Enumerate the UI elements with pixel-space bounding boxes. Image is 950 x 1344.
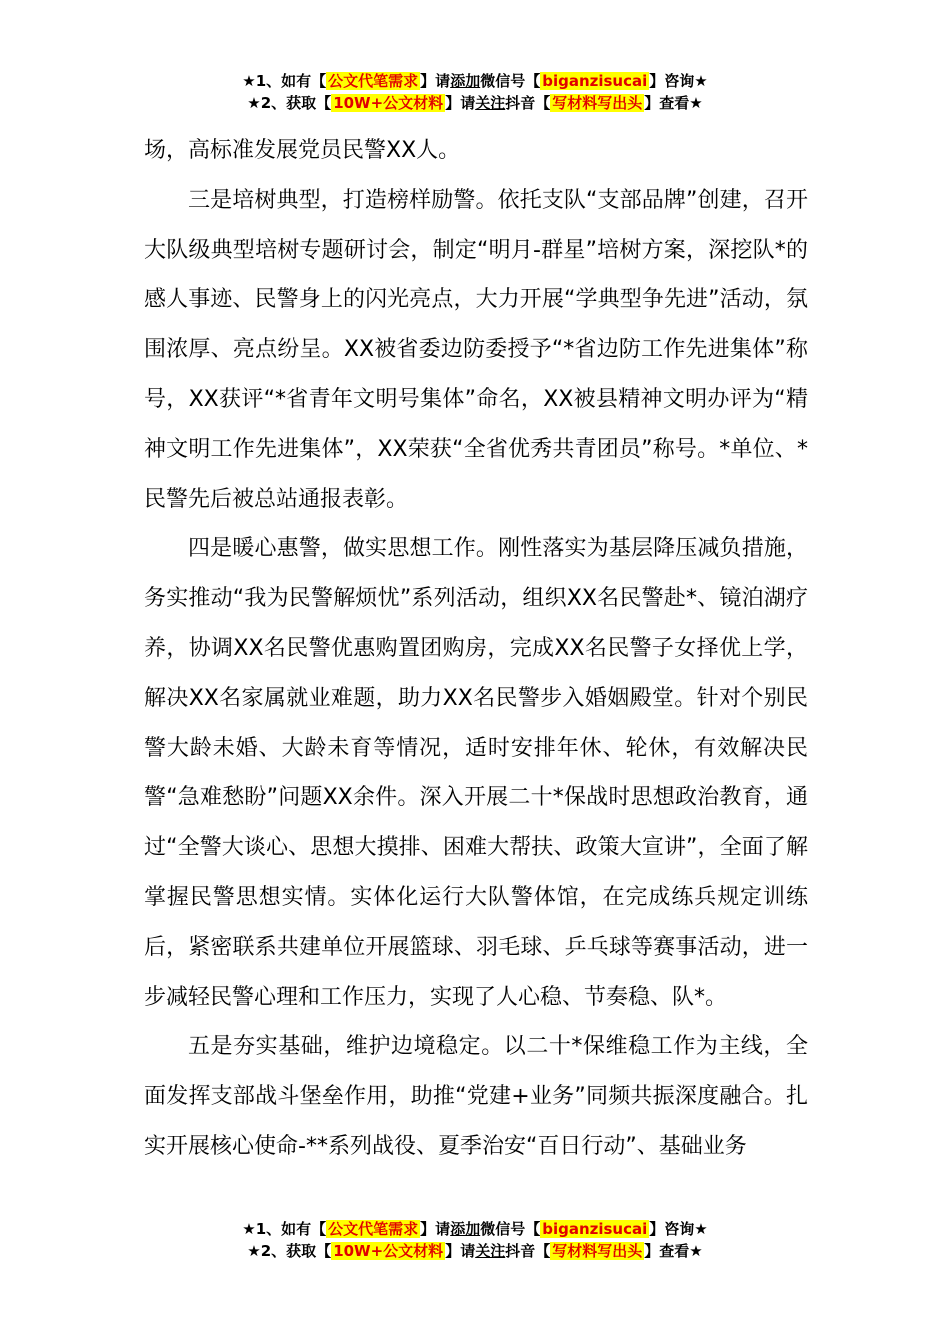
header-highlight-materials: 10W+公文材料 xyxy=(333,94,444,112)
footer-line-2-text: 】请 xyxy=(445,1242,476,1260)
footer-highlight-wechat-id: biganzisucai xyxy=(542,1220,648,1238)
header-underlined-follow: 关注 xyxy=(475,94,506,112)
footer-highlight-materials: 10W+公文材料 xyxy=(333,1242,444,1260)
footer-highlight-writing-service: 公文代笔需求 xyxy=(328,1220,419,1238)
paragraph-3-typical-models: 三是培树典型，打造榜样励警。依托支队“支部品牌”创建，召开大队级典型培树专题研讨会，制定“明月-群星”培树方案，深挖队*的感人事迹、民警身上的闪光亮点，大力开展“学典型争先进”活动，氛围浓厚、亮点纷呈。XX被省委边防委授予“*省边防工作先进集体”称号，XX获评“*省青年文明号集体”命名，XX被县精神文明办评为“精神文明工作先进集体”，XX荣获“全省优秀共青团员”称号。*单位、*民警先后被总站通报表彰。 xyxy=(144,187,808,512)
footer-line-2-text: 抖音【 xyxy=(505,1242,551,1260)
footer-banner xyxy=(0,1218,950,1262)
header-line-1-text: 】请 xyxy=(420,72,451,90)
paragraph-5-border-stability: 五是夯实基础，维护边境稳定。以二十*保维稳工作为主线，全面发挥支部战斗堡垒作用，助推“党建+业务”同频共振深度融合。扎实开展核心使命-**系列战役、夏季治安“百日行动”、基础业务 xyxy=(144,1034,808,1159)
header-highlight-writing-service: 公文代笔需求 xyxy=(328,72,419,90)
footer-line-1 xyxy=(0,1218,950,1240)
footer-line-2-text: ★2、获取【 xyxy=(247,1242,332,1260)
header-line-2 xyxy=(0,92,950,114)
footer-highlight-douyin-account: 写材料写出头 xyxy=(552,1242,643,1260)
paragraph-continuation: 场，高标准发展党员民警XX人。 xyxy=(144,138,461,163)
footer-line-1-text: ★1、如有【 xyxy=(242,1220,327,1238)
header-line-2-text: 抖音【 xyxy=(505,94,551,112)
footer-line-1-text: 微信号【 xyxy=(480,1220,541,1238)
header-banner xyxy=(0,70,950,114)
footer-line-2-text: 】查看★ xyxy=(644,1242,703,1260)
header-line-1-text: 】咨询★ xyxy=(649,72,708,90)
paragraph-4-caring-for-police: 四是暖心惠警，做实思想工作。刚性落实为基层降压减负措施，务实推动“我为民警解烦忧”系列活动，组织XX名民警赴*、镜泊湖疗养，协调XX名民警优惠购置团购房，完成XX名民警子女择优上学，解决XX名家属就业难题，助力XX名民警步入婚姻殿堂。针对个别民警大龄未婚、大龄未育等情况，适时安排年休、轮休，有效解决民警“急难愁盼”问题XX余件。深入开展二十*保战时思想政治教育，通过“全警大谈心、思想大摸排、困难大帮扶、政策大宣讲”，全面了解掌握民警思想实情。实体化运行大队警体馆，在完成练兵规定训练后，紧密联系共建单位开展篮球、羽毛球、乒乓球等赛事活动，进一步减轻民警心理和工作压力，实现了人心稳、节奏稳、队*。 xyxy=(144,536,808,1010)
header-underlined-add: 添加 xyxy=(450,72,481,90)
header-highlight-wechat-id: biganzisucai xyxy=(542,72,648,90)
header-line-1-text: 微信号【 xyxy=(480,72,541,90)
footer-line-1-text: 】请 xyxy=(420,1220,451,1238)
header-highlight-douyin-account: 写材料写出头 xyxy=(552,94,643,112)
header-line-1 xyxy=(0,70,950,92)
footer-underlined-follow: 关注 xyxy=(475,1242,506,1260)
header-line-2-text: ★2、获取【 xyxy=(247,94,332,112)
footer-line-1-text: 】咨询★ xyxy=(649,1220,708,1238)
header-line-1-text: ★1、如有【 xyxy=(242,72,327,90)
footer-line-2 xyxy=(0,1240,950,1262)
document-body xyxy=(144,126,808,1172)
header-line-2-text: 】请 xyxy=(445,94,476,112)
footer-underlined-add: 添加 xyxy=(450,1220,481,1238)
header-line-2-text: 】查看★ xyxy=(644,94,703,112)
